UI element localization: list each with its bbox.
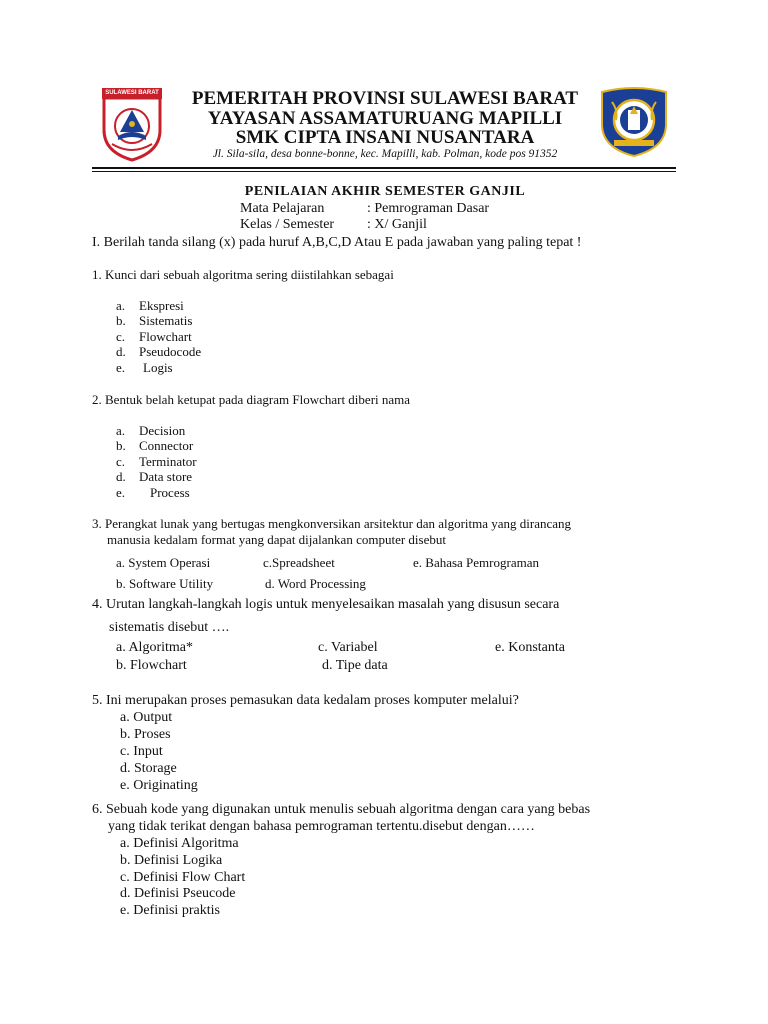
q1-option-a-letter: a. — [116, 298, 126, 313]
header-rule-thin — [92, 171, 676, 172]
q3-option-c: c.Spreadsheet — [263, 555, 335, 570]
q6-option-b: b. Definisi Logika — [120, 853, 223, 868]
q1-option-e-text: Logis — [143, 360, 173, 375]
q1-option-d-letter: d. — [116, 344, 126, 359]
question-5-text: 5. Ini merupakan proses pemasukan data kedalam proses komputer melalui? — [92, 693, 519, 708]
q3-option-d: d. Word Processing — [265, 576, 366, 591]
logo-text: SULAWESI BARAT — [105, 90, 159, 96]
q3-option-e: e. Bahasa Pemrograman — [413, 555, 539, 570]
q4-option-e: e. Konstanta — [495, 640, 565, 655]
q4-option-b: b. Flowchart — [116, 658, 187, 673]
q2-option-b-text: Connector — [139, 438, 194, 453]
q2-option-c-letter: c. — [116, 454, 126, 469]
q1-option-c-text: Flowchart — [139, 329, 192, 344]
q6-option-d: d. Definisi Pseucode — [120, 886, 236, 901]
q6-option-e: e. Definisi praktis — [120, 903, 220, 918]
class-label: Kelas / Semester — [240, 217, 335, 232]
class-value: : X/ Ganjil — [367, 217, 427, 232]
q1-option-d-text: Pseudocode — [139, 344, 202, 359]
q1-option-b-letter: b. — [116, 313, 126, 328]
header-line-1: PEMERITAH PROVINSI SULAWESI BARAT — [191, 88, 579, 109]
q2-option-a-letter: a. — [116, 423, 126, 438]
q3-option-b: b. Software Utility — [116, 576, 214, 591]
q2-option-c-text: Terminator — [139, 454, 197, 469]
exam-title: PENILAIAN AKHIR SEMESTER GANJIL — [244, 184, 526, 199]
question-2-text: 2. Bentuk belah ketupat pada diagram Flowchart diberi nama — [92, 392, 411, 407]
question-6-line-1: 6. Sebuah kode yang digunakan untuk menulis sebuah algoritma dengan cara yang bebas — [92, 802, 591, 817]
header-rule-thick — [92, 167, 676, 169]
question-4-line-2: sistematis disebut …. — [109, 620, 230, 635]
q5-option-a: a. Output — [120, 710, 173, 725]
q2-option-e-letter: e. — [116, 485, 126, 500]
question-3-line-2: manusia kedalam format yang dapat dijalankan computer disebut — [107, 532, 446, 547]
school-address: Jl. Sila-sila, desa bonne-bonne, kec. Mapilli, kab. Polman, kode pos 91352 — [212, 148, 558, 160]
q3-option-a: a. System Operasi — [116, 555, 211, 570]
question-6-line-2: yang tidak terikat dengan bahasa pemrograman tertentu.disebut dengan…… — [108, 819, 535, 834]
q5-option-e: e. Originating — [120, 778, 198, 793]
header-line-3: SMK CIPTA INSANI NUSANTARA — [235, 127, 535, 148]
q2-option-a-text: Decision — [139, 423, 186, 438]
question-4-line-1: 4. Urutan langkah-langkah logis untuk menyelesaikan masalah yang disusun secara — [92, 597, 560, 612]
instruction-text: I. Berilah tanda silang (x) pada huruf A,B,C,D Atau E pada jawaban yang paling tepat ! — [92, 235, 582, 250]
header-line-2: YAYASAN ASSAMATURUANG MAPILLI — [207, 108, 563, 129]
q1-option-c-letter: c. — [116, 329, 126, 344]
q2-option-d-letter: d. — [116, 469, 126, 484]
q2-option-b-letter: b. — [116, 438, 126, 453]
q5-option-c: c. Input — [120, 744, 163, 759]
subject-value: : Pemrograman Dasar — [367, 201, 490, 216]
q4-option-a: a. Algoritma* — [116, 640, 193, 655]
q5-option-b: b. Proses — [120, 727, 171, 742]
q2-option-d-text: Data store — [139, 469, 193, 484]
q6-option-c: c. Definisi Flow Chart — [120, 870, 246, 885]
q5-option-d: d. Storage — [120, 761, 177, 776]
q2-option-e-text: Process — [150, 485, 190, 500]
q1-option-e-letter: e. — [116, 360, 126, 375]
q6-option-a: a. Definisi Algoritma — [120, 836, 239, 851]
q1-option-b-text: Sistematis — [139, 313, 193, 328]
q4-option-d: d. Tipe data — [322, 658, 388, 673]
q4-option-c: c. Variabel — [318, 640, 378, 655]
question-3-line-1: 3. Perangkat lunak yang bertugas mengkonversikan arsitektur dan algoritma yang dirancang — [92, 516, 572, 531]
subject-label: Mata Pelajaran — [240, 201, 325, 216]
question-1-text: 1. Kunci dari sebuah algoritma sering diistilahkan sebagai — [92, 267, 394, 282]
q1-option-a-text: Ekspresi — [139, 298, 184, 313]
